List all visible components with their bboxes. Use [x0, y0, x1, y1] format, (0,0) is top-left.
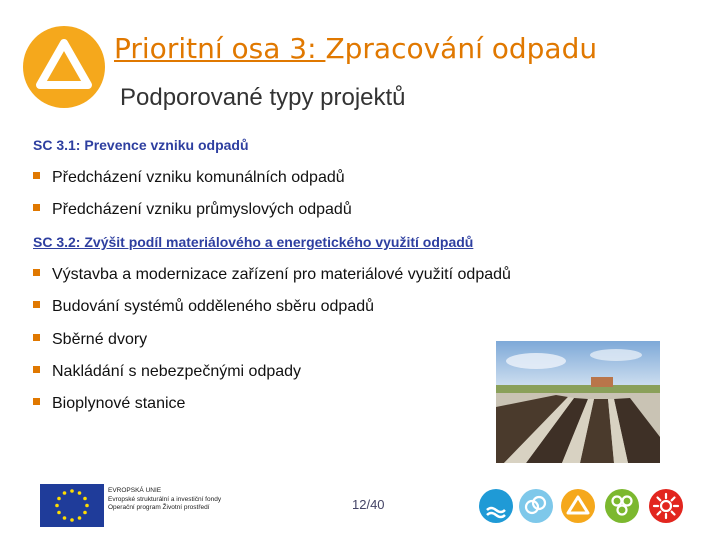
- list-item: [33, 363, 301, 381]
- list-item-text: Bioplynové stanice: [52, 395, 186, 412]
- list-item-text: Sběrné dvory: [52, 331, 148, 348]
- page-subtitle: Podporované typy projektů: [120, 84, 406, 111]
- bullet-square-icon: [33, 366, 40, 373]
- bullet-square-icon: [33, 334, 40, 341]
- eu-line-3: Operační program Životní prostředí: [108, 504, 210, 511]
- section-heading-sc32: SC 3.2: Zvýšit podíl materiálového a energetického využití odpadů: [33, 234, 474, 250]
- title-prefix: Prioritní osa 3:: [114, 32, 326, 65]
- page-number: 12/40: [352, 497, 385, 512]
- eu-line-1: EVROPSKÁ UNIE: [108, 487, 162, 494]
- waste-triangle-icon: [560, 488, 596, 524]
- waste-priority-logo-icon: [22, 25, 106, 109]
- list-item: [33, 169, 345, 187]
- eu-line-2: Evropské strukturální a investiční fondy: [108, 495, 222, 503]
- composting-site-photo: [496, 341, 660, 463]
- bullet-square-icon: [33, 172, 40, 179]
- title-rest: Zpracování odpadu: [325, 32, 598, 65]
- eu-funding-text: [108, 487, 221, 513]
- nature-icon: [604, 488, 640, 524]
- bullet-square-icon: [33, 204, 40, 211]
- bullet-square-icon: [33, 398, 40, 405]
- list-item-text: Nakládání s nebezpečnými odpady: [52, 363, 302, 380]
- list-item-text: Výstavba a modernizace zařízení pro materiálové využití odpadů: [52, 266, 511, 283]
- list-item: [33, 298, 374, 316]
- page-title: [114, 32, 597, 65]
- list-item-text: Předcházení vzniku komunálních odpadů: [52, 169, 345, 186]
- eu-flag-icon: [40, 484, 104, 527]
- sun-icon: [648, 488, 684, 524]
- list-item: [33, 201, 352, 219]
- bullet-square-icon: [33, 269, 40, 276]
- cloud-icon: [518, 488, 554, 524]
- list-item: [33, 266, 511, 284]
- list-item-text: Předcházení vzniku průmyslových odpadů: [52, 201, 352, 218]
- section-heading-sc31: SC 3.1: Prevence vzniku odpadů: [33, 137, 249, 153]
- list-item-text: Budování systémů odděleného sběru odpadů: [52, 298, 375, 315]
- list-item: [33, 331, 147, 349]
- water-icon: [478, 488, 514, 524]
- bullet-square-icon: [33, 301, 40, 308]
- list-item: [33, 395, 185, 413]
